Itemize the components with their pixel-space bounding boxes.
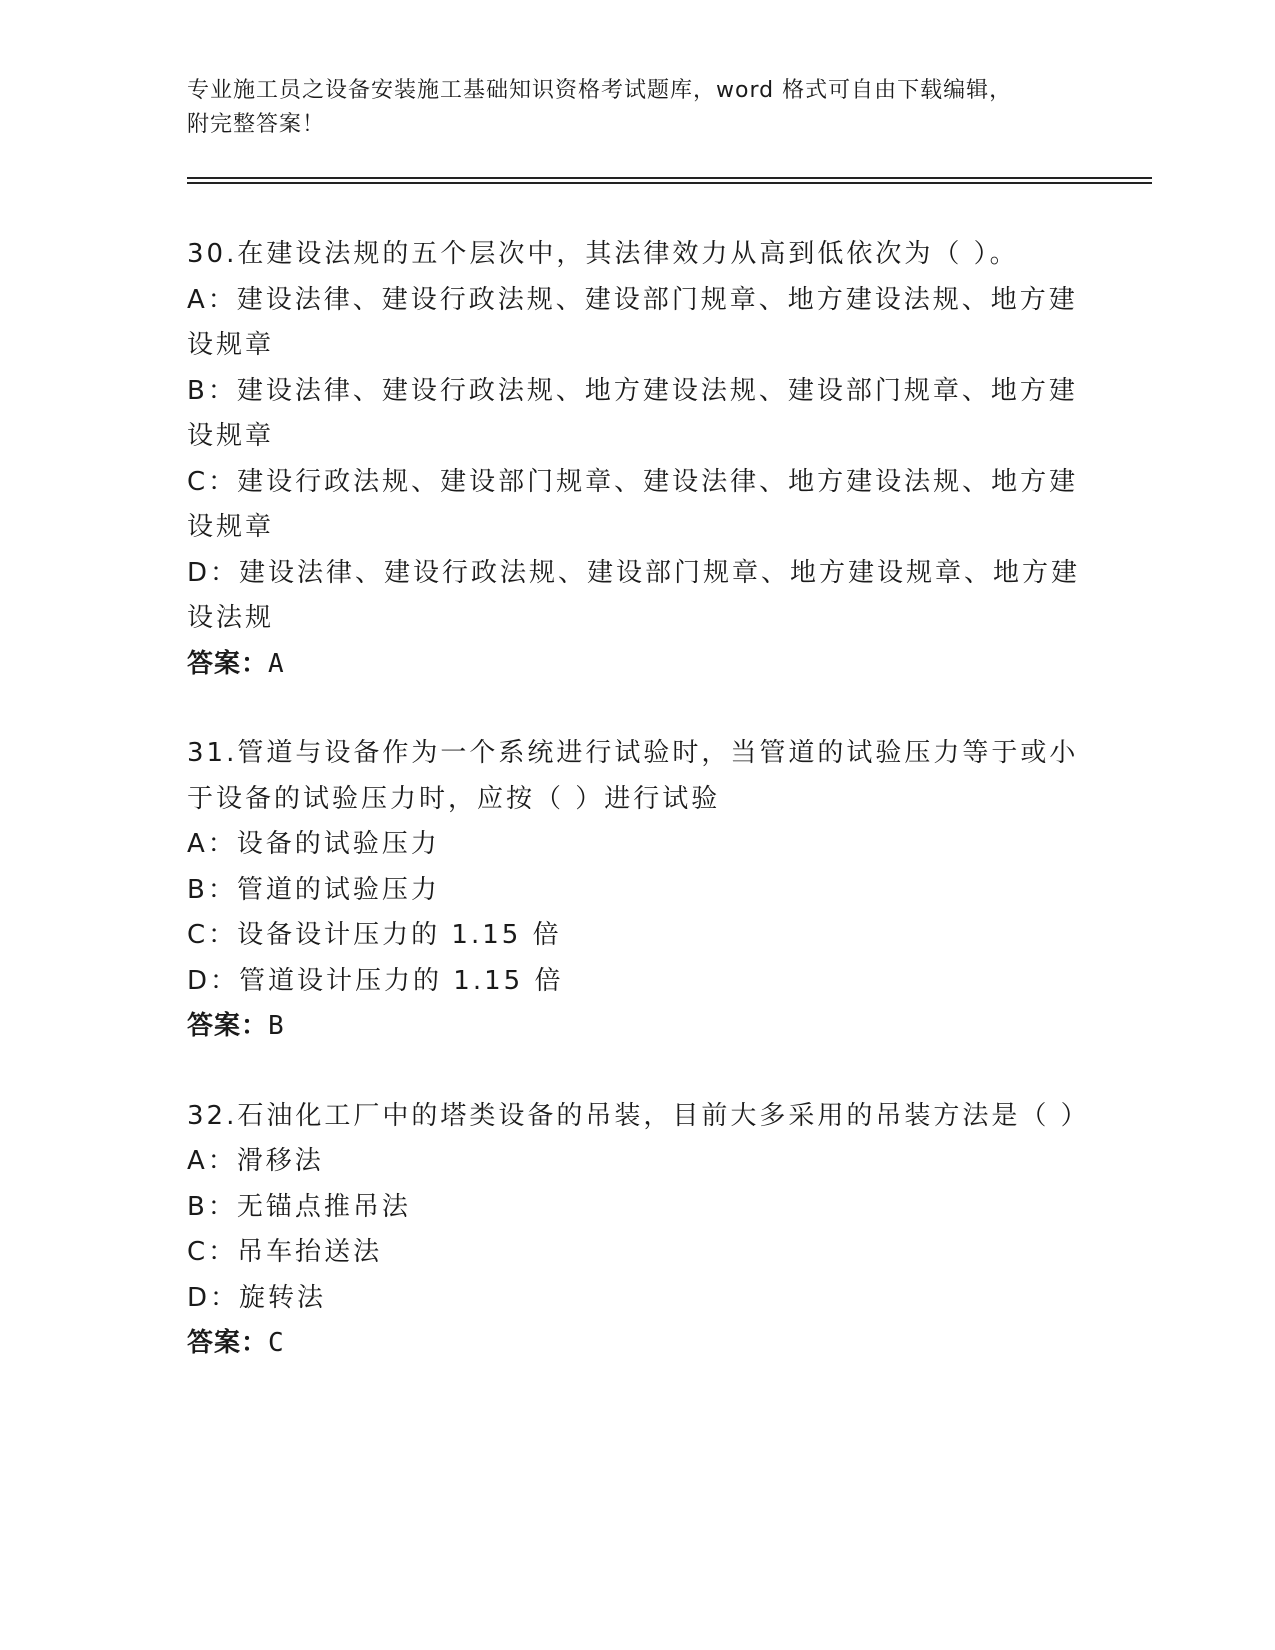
header-line-1: 专业施工员之设备安装施工基础知识资格考试题库，word 格式可自由下载编辑， — [187, 78, 1013, 103]
answer-label: 答案： — [187, 1011, 269, 1041]
option-d: D：管道设计压力的 1.15 倍 — [187, 965, 564, 996]
option-a: A：建设法律、建设行政法规、建设部门规章、地方建设法规、地方建设规章 — [187, 284, 1078, 360]
option-b: B：无锚点推吊法 — [187, 1191, 411, 1222]
answer-value: B — [268, 1011, 285, 1041]
option-b: B：管道的试验压力 — [187, 874, 440, 905]
question-31 — [187, 731, 1087, 1050]
question-30 — [187, 232, 1087, 687]
option-a: A：滑移法 — [187, 1146, 324, 1176]
question-stem: 32.石油化工厂中的塔类设备的吊装，目前大多采用的吊装方法是（ ） — [187, 1100, 1090, 1131]
answer — [187, 642, 1087, 688]
answer-label: 答案： — [187, 1328, 269, 1358]
document-header — [187, 74, 1087, 142]
header-divider-bottom — [187, 182, 1152, 184]
answer — [187, 1321, 1087, 1367]
question-stem: 31.管道与设备作为一个系统进行试验时，当管道的试验压力等于或小于设备的试验压力时，应按（ ）进行试验 — [187, 738, 1079, 814]
option-d: D：建设法律、建设行政法规、建设部门规章、地方建设规章、地方建设法规 — [187, 557, 1081, 633]
option-d: D：旋转法 — [187, 1282, 327, 1313]
answer-value: C — [268, 1328, 285, 1358]
header-divider-top — [187, 177, 1152, 179]
answer — [187, 1004, 1087, 1050]
question-stem: 30.在建设法规的五个层次中，其法律效力从高到低依次为（ ）。 — [187, 239, 1019, 269]
question-list — [187, 232, 1090, 1411]
option-c: C：设备设计压力的 1.15 倍 — [187, 920, 562, 950]
option-c: C：建设行政法规、建设部门规章、建设法律、地方建设法规、地方建设规章 — [187, 466, 1079, 542]
header-line-2: 附完整答案！ — [187, 112, 326, 137]
question-32 — [187, 1094, 1090, 1367]
option-b: B：建设法律、建设行政法规、地方建设法规、建设部门规章、地方建设规章 — [187, 375, 1078, 451]
answer-label: 答案： — [187, 648, 269, 679]
option-a: A：设备的试验压力 — [187, 829, 440, 859]
option-c: C：吊车抬送法 — [187, 1237, 383, 1267]
answer-value: A — [268, 648, 285, 679]
